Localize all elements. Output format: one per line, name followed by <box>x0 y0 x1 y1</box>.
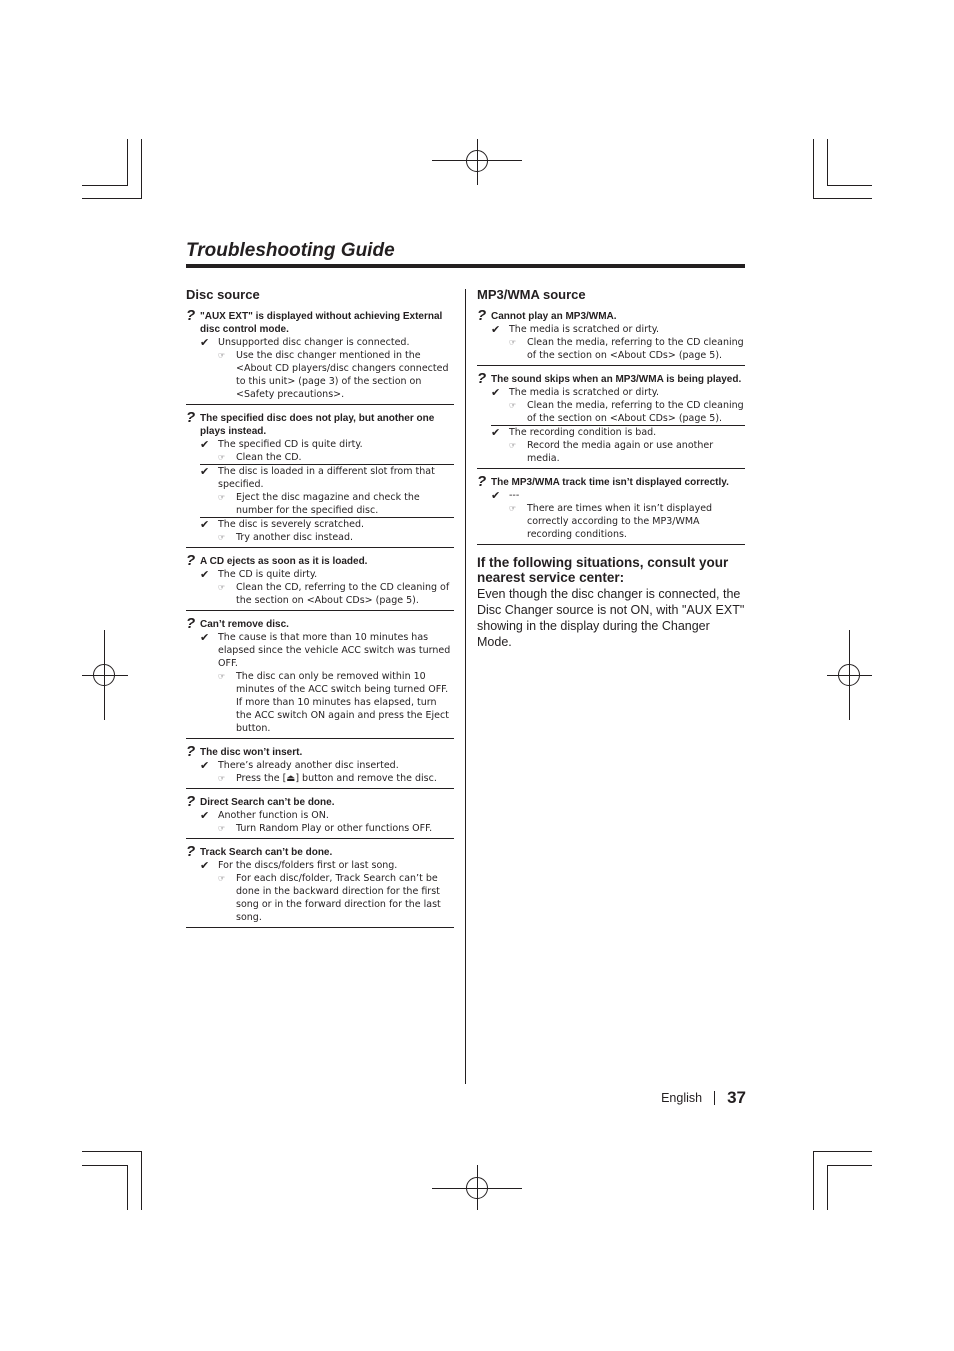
page-title: Troubleshooting Guide <box>186 240 395 261</box>
remedy-text: Use the disc changer mentioned in the <About CD players/disc changers connected to this unit> (page 3) of the section on <Safety precautions>. <box>236 350 449 400</box>
question: ? "AUX EXT" is displayed without achieving External disc control mode. <box>186 307 443 335</box>
consult-heading: If the following situations, consult your nearest service center: <box>477 555 729 585</box>
remedy-text: For each disc/folder, Track Search can’t be done in the backward direction for the first song or in the forward direction for the last song. <box>236 873 441 923</box>
mp3-wma-source-title: MP3/WMA source <box>477 287 586 302</box>
pointing-hand-icon: ☞ <box>509 401 516 410</box>
cause-block <box>491 323 745 362</box>
check-icon: ✔ <box>491 323 501 336</box>
question: ? Can’t remove disc. <box>186 615 289 632</box>
pointing-hand-icon: ☞ <box>218 583 225 592</box>
cause-text: The media is scratched or dirty. <box>509 387 659 398</box>
title-rule <box>186 264 745 268</box>
problem-track-time <box>477 473 745 545</box>
question-icon: ? <box>186 615 196 632</box>
remedy-text: Eject the disc magazine and check the number for the specified disc. <box>236 492 420 516</box>
cause-text: The CD is quite dirty. <box>218 569 318 580</box>
cause-block <box>200 809 454 835</box>
remedy-text: Clean the CD, referring to the CD cleaning of the section on <About CDs> (page 5). <box>236 582 450 606</box>
question: ? The sound skips when an MP3/WMA is being played. <box>477 370 742 387</box>
check-icon: ✔ <box>200 568 210 581</box>
cause-block <box>491 386 745 425</box>
pointing-hand-icon: ☞ <box>218 351 225 360</box>
pointing-hand-icon: ☞ <box>218 672 225 681</box>
column-divider <box>465 289 466 1084</box>
page-footer <box>640 1088 746 1108</box>
footer-separator <box>714 1091 715 1105</box>
problem-cannot-play-mp3 <box>477 307 745 366</box>
question: ? Track Search can’t be done. <box>186 843 333 860</box>
problem-wrong-disc-plays <box>186 409 454 548</box>
mp3-wma-source-section <box>477 286 745 650</box>
check-icon: ✔ <box>200 859 210 872</box>
problem-direct-search <box>186 793 454 839</box>
cause-text: The recording condition is bad. <box>509 427 657 438</box>
question: ? Cannot play an MP3/WMA. <box>477 307 617 324</box>
cause-block <box>491 489 745 541</box>
question-icon: ? <box>186 552 196 569</box>
question-icon: ? <box>186 793 196 810</box>
question-icon: ? <box>186 307 196 324</box>
page-number: 37 <box>727 1088 746 1107</box>
problem-sound-skips <box>477 370 745 469</box>
pointing-hand-icon: ☞ <box>218 453 225 462</box>
cause-text: Unsupported disc changer is connected. <box>218 337 410 348</box>
cause-text: There’s already another disc inserted. <box>218 760 399 771</box>
cause-block <box>200 631 454 735</box>
cause-block <box>200 464 454 517</box>
question: ? The specified disc does not play, but another one plays instead. <box>186 409 435 437</box>
pointing-hand-icon: ☞ <box>218 493 225 502</box>
check-icon: ✔ <box>200 438 210 451</box>
pointing-hand-icon: ☞ <box>509 441 516 450</box>
check-icon: ✔ <box>200 809 210 822</box>
check-icon: ✔ <box>200 518 210 531</box>
question: ? Direct Search can’t be done. <box>186 793 335 810</box>
footer-language: English <box>661 1091 703 1105</box>
check-icon: ✔ <box>200 465 210 478</box>
question-icon: ? <box>477 307 487 324</box>
remedy-text: Record the media again or use another media. <box>527 440 714 464</box>
pointing-hand-icon: ☞ <box>509 504 516 513</box>
cause-text: The cause is that more than 10 minutes has elapsed since the vehicle ACC switch was turned OFF. <box>218 632 451 669</box>
remedy-text: Clean the CD. <box>236 452 302 463</box>
remedy-text: The disc can only be removed within 10 minutes of the ACC switch being turned OFF. If more than 10 minutes has elapsed, turn the ACC switch ON again and press the Eject button. <box>236 671 449 734</box>
disc-source-section <box>186 286 454 935</box>
cause-block <box>200 859 454 924</box>
cause-block <box>200 568 454 607</box>
problem-disc-wont-insert <box>186 743 454 789</box>
consult-body: Even though the disc changer is connected, the Disc Changer source is not ON, with "AUX EXT" showing in the display during the Changer Mode. <box>477 587 745 649</box>
cause-text: The media is scratched or dirty. <box>509 324 659 335</box>
cause-text: --- <box>509 490 520 501</box>
problem-cd-ejects <box>186 552 454 611</box>
remedy-text: Clean the media, referring to the CD cleaning of the section on <About CDs> (page 5). <box>527 400 744 424</box>
cause-text: Another function is ON. <box>218 810 329 821</box>
check-icon: ✔ <box>200 336 210 349</box>
question-icon: ? <box>477 370 487 387</box>
check-icon: ✔ <box>491 426 501 439</box>
pointing-hand-icon: ☞ <box>509 338 516 347</box>
remedy-text: Clean the media, referring to the CD cleaning of the section on <About CDs> (page 5). <box>527 337 744 361</box>
cause-block <box>200 438 454 464</box>
cause-block <box>491 425 745 465</box>
cause-text: The specified CD is quite dirty. <box>218 439 363 450</box>
cause-text: The disc is severely scratched. <box>218 519 365 530</box>
check-icon: ✔ <box>491 386 501 399</box>
pointing-hand-icon: ☞ <box>218 774 225 783</box>
question-icon: ? <box>477 473 487 490</box>
question-icon: ? <box>186 409 196 426</box>
cause-block <box>200 517 454 544</box>
pointing-hand-icon: ☞ <box>218 874 225 883</box>
remedy-text: Turn Random Play or other functions OFF. <box>236 823 433 834</box>
problem-cant-remove-disc <box>186 615 454 739</box>
remedy-text: Try another disc instead. <box>236 532 354 543</box>
cause-text: The disc is loaded in a different slot from that specified. <box>218 466 435 490</box>
cause-block <box>200 336 454 401</box>
disc-source-title: Disc source <box>186 287 260 302</box>
question-icon: ? <box>186 843 196 860</box>
remedy-text: Press the [⏏] button and remove the disc. <box>236 773 437 784</box>
check-icon: ✔ <box>200 631 210 644</box>
pointing-hand-icon: ☞ <box>218 824 225 833</box>
cause-block <box>200 759 454 785</box>
pointing-hand-icon: ☞ <box>218 533 225 542</box>
cause-text: For the discs/folders first or last song. <box>218 860 398 871</box>
question: ? The disc won’t insert. <box>186 743 303 760</box>
question: ? The MP3/WMA track time isn’t displayed correctly. <box>477 473 729 490</box>
problem-track-search <box>186 843 454 928</box>
check-icon: ✔ <box>491 489 501 502</box>
remedy-text: There are times when it isn’t displayed correctly according to the MP3/WMA recording conditions. <box>527 503 713 540</box>
check-icon: ✔ <box>200 759 210 772</box>
problem-aux-ext <box>186 307 454 405</box>
question-icon: ? <box>186 743 196 760</box>
question: ? A CD ejects as soon as it is loaded. <box>186 552 368 569</box>
